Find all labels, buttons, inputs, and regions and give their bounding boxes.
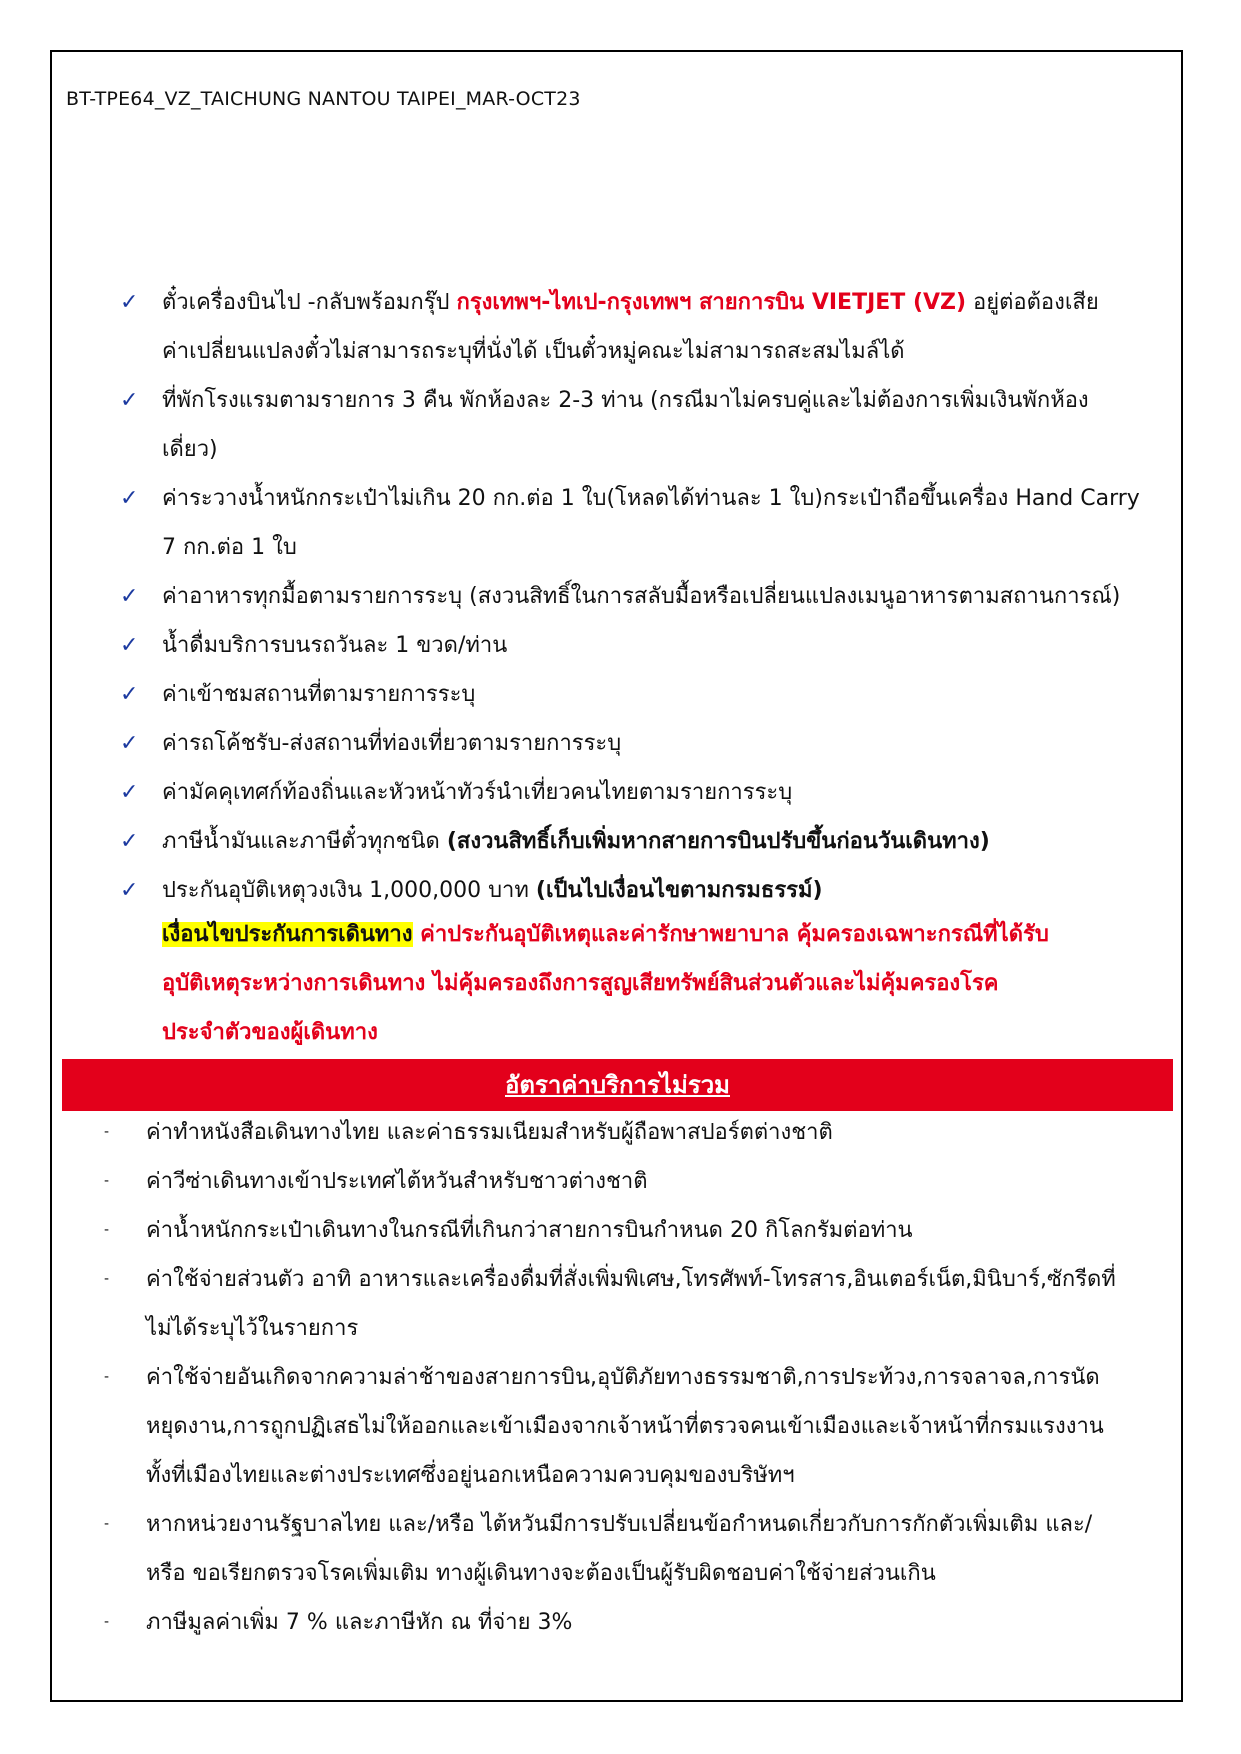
check-icon: ✓ [120,290,139,315]
excluded-item-line: ค่าใช้จ่ายอันเกิดจากความล่าช้าของสายการบิน,อุบัติภัยทางธรรมชาติ,การประท้วง,การจลาจล,การนัด [146,1365,1100,1390]
included-item [120,817,1180,866]
excluded-item [104,1255,1180,1353]
excluded-item [104,1500,1180,1598]
check-icon: ✓ [120,731,139,756]
included-item-line [162,572,1180,621]
included-item-line [162,621,1180,670]
dash-icon: - [104,1614,110,1630]
included-item-line [162,425,1180,474]
insurance-note-line-3: ประจำตัวของผู้เดินทาง [162,1020,378,1045]
item-text: ตั๋วเครื่องบินไป -กลับพร้อมกรุ๊ป [162,290,457,315]
included-item-line [162,376,1180,425]
bold-note-text: (สงวนสิทธิ์เก็บเพิ่มหากสายการบินปรับขึ้นก่อนวันเดินทาง) [446,829,990,854]
included-item-line [162,768,1180,817]
item-text: ประกันอุบัติเหตุวงเงิน 1,000,000 บาท [162,878,536,903]
included-item [120,278,1180,376]
insurance-conditions-highlight: เงื่อนไขประกันการเดินทาง [162,922,413,947]
included-item-line [162,327,1180,376]
excluded-item-line: หรือ ขอเรียกตรวจโรคเพิ่มเติม ทางผู้เดินทางจะต้องเป็นผู้รับผิดชอบค่าใช้จ่ายส่วนเกิน [146,1561,936,1586]
included-item-line [162,474,1180,523]
item-text: ค่าอาหารทุกมื้อตามรายการระบุ (สงวนสิทธิ์ในการสลับมื้อหรือเปลี่ยนแปลงเมนูอาหารตามสถานการณ์) [162,584,1121,609]
check-icon: ✓ [120,829,139,854]
included-item [120,866,1180,915]
included-item [120,670,1180,719]
item-text: ที่พักโรงแรมตามรายการ 3 คืน พักห้องละ 2-3 ท่าน (กรณีมาไม่ครบคู่และไม่ต้องการเพิ่มเงินพักห้อง [162,388,1089,413]
included-item [120,768,1180,817]
check-icon: ✓ [120,780,139,805]
dash-icon: - [104,1173,110,1189]
excluded-item-line: ภาษีมูลค่าเพิ่ม 7 % และภาษีหัก ณ ที่จ่าย 3% [146,1610,573,1635]
insurance-note-line-1 [162,910,1180,959]
included-item-line [162,866,1180,915]
dash-icon: - [104,1369,110,1385]
included-item-line [162,817,1180,866]
check-icon: ✓ [120,584,139,609]
excluded-services-banner [62,1059,1173,1111]
check-icon: ✓ [120,486,139,511]
item-text: ค่าระวางน้ำหนักกระเป๋าไม่เกิน 20 กก.ต่อ 1 ใบ(โหลดได้ท่านละ 1 ใบ)กระเป๋าถือขึ้นเครื่อง Hand Carry [162,486,1140,511]
bold-note-text: (เป็นไปเงื่อนไขตามกรมธรรม์) [535,878,823,903]
excluded-services-list [104,1108,1180,1647]
check-icon: ✓ [120,633,139,658]
dash-icon: - [104,1516,110,1532]
excluded-item-line: ไม่ได้ระบุไว้ในรายการ [146,1316,359,1341]
excluded-item-line: หากหน่วยงานรัฐบาลไทย และ/หรือ ไต้หวันมีการปรับเปลี่ยนข้อกำหนดเกี่ยวกับการกักตัวเพิ่มเติม และ/ [146,1512,1093,1537]
excluded-item-line: ค่าวีซ่าเดินทางเข้าประเทศไต้หวันสำหรับชาวต่างชาติ [146,1169,648,1194]
included-item-line [162,670,1180,719]
insurance-conditions-note [162,910,1180,1057]
included-item [120,376,1180,474]
item-text: ค่ารถโค้ชรับ-ส่งสถานที่ท่องเที่ยวตามรายการระบุ [162,731,622,756]
included-item [120,474,1180,572]
item-text: อยู่ต่อต้องเสีย [966,290,1099,315]
dash-icon: - [104,1271,110,1287]
excluded-item [104,1206,1180,1255]
check-icon: ✓ [120,878,139,903]
included-services-list [120,278,1180,915]
included-item-line [162,278,1180,327]
item-text: ค่าเข้าชมสถานที่ตามรายการระบุ [162,682,476,707]
dash-icon: - [104,1222,110,1238]
excluded-item-line: ค่าน้ำหนักกระเป๋าเดินทางในกรณีที่เกินกว่าสายการบินกำหนด 20 กิโลกรัมต่อท่าน [146,1218,913,1243]
excluded-item-line: ค่าทำหนังสือเดินทางไทย และค่าธรรมเนียมสำหรับผู้ถือพาสปอร์ตต่างชาติ [146,1120,833,1145]
check-icon: ✓ [120,682,139,707]
highlight-route-text: กรุงเทพฯ-ไทเป-กรุงเทพฯ สายการบิน VIETJET (VZ) [456,290,967,315]
insurance-coverage-text: ค่าประกันอุบัติเหตุและค่ารักษาพยาบาล คุ้มครองเฉพาะกรณีที่ได้รับ [412,922,1049,947]
excluded-item [104,1353,1180,1500]
item-text: ค่าเปลี่ยนแปลงตั๋วไม่สามารถระบุที่นั่งได้ เป็นตั๋วหมู่คณะไม่สามารถสะสมไมล์ได้ [162,339,905,364]
document-code: BT-TPE64_VZ_TAICHUNG NANTOU TAIPEI_MAR-OCT23 [66,88,581,110]
item-text: ค่ามัคคุเทศก์ท้องถิ่นและหัวหน้าทัวร์นำเที่ยวคนไทยตามรายการระบุ [162,780,793,805]
excluded-item-line: หยุดงาน,การถูกปฏิเสธไม่ให้ออกและเข้าเมืองจากเจ้าหน้าที่ตรวจคนเข้าเมืองและเจ้าหน้าที่กรมแรงงาน [146,1414,1104,1439]
included-item [120,572,1180,621]
included-item-line [162,719,1180,768]
included-item [120,621,1180,670]
item-text: น้ำดื่มบริการบนรถวันละ 1 ขวด/ท่าน [162,633,508,658]
item-text: 7 กก.ต่อ 1 ใบ [162,535,297,560]
excluded-item-line: ค่าใช้จ่ายส่วนตัว อาทิ อาหารและเครื่องดื่มที่สั่งเพิ่มพิเศษ,โทรศัพท์-โทรสาร,อินเตอร์เน็ต,มินิบาร์,ซักรีดที่ [146,1267,1116,1292]
included-item [120,719,1180,768]
excluded-item [104,1108,1180,1157]
insurance-note-line-2: อุบัติเหตุระหว่างการเดินทาง ไม่คุ้มครองถึงการสูญเสียทรัพย์สินส่วนตัวและไม่คุ้มครองโรค [162,971,999,996]
excluded-services-title: อัตราค่าบริการไม่รวม [505,1071,730,1099]
item-text: ภาษีน้ำมันและภาษีตั๋วทุกชนิด [162,829,447,854]
check-icon: ✓ [120,388,139,413]
included-item-line [162,523,1180,572]
excluded-item-line: ทั้งที่เมืองไทยและต่างประเทศซึ่งอยู่นอกเหนือความควบคุมของบริษัทฯ [146,1463,795,1488]
excluded-item [104,1598,1180,1647]
dash-icon: - [104,1124,110,1140]
excluded-item [104,1157,1180,1206]
item-text: เดี่ยว) [162,437,218,462]
